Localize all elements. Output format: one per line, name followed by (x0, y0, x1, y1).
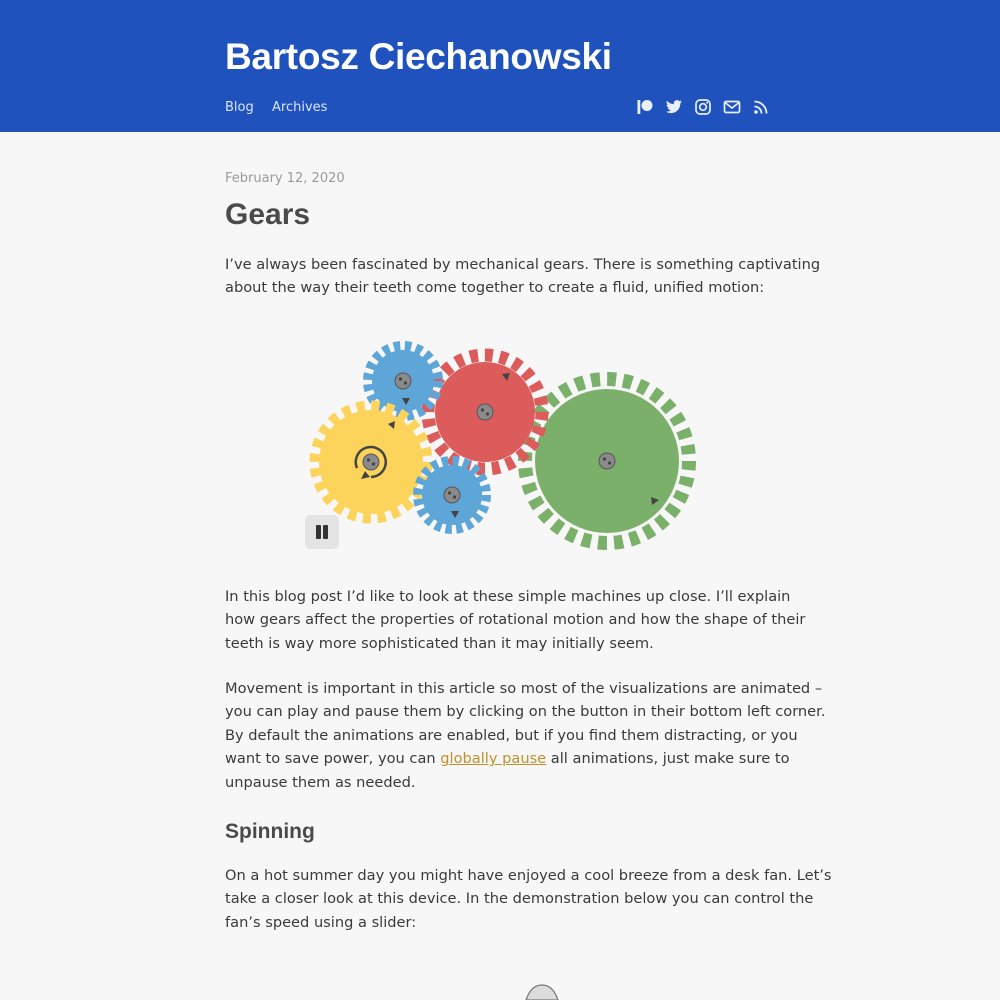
fan-demo-preview (520, 984, 564, 1000)
twitter-icon[interactable] (665, 98, 683, 116)
mail-icon[interactable] (723, 98, 741, 116)
pause-icon-bar (323, 525, 328, 539)
para2-line-1: In this blog post I’d like to look at these simple machines up close. I’ll explain (225, 588, 791, 605)
green-gear (525, 379, 689, 543)
para3-line-4-end: all animations, just make sure to (546, 750, 790, 768)
para2-line-3: teeth is way more sophisticated than it may initially seem. (225, 634, 654, 652)
blue-gear-bottom (418, 461, 486, 529)
globally-pause-link[interactable]: globally pause (440, 750, 547, 768)
pause-button[interactable] (305, 515, 339, 549)
para3-line-5: unpause them as needed. (225, 773, 416, 791)
para3-line-4-start: want to save power, you can (225, 750, 441, 768)
patreon-icon[interactable] (636, 98, 654, 116)
post-date: February 12, 2020 (225, 171, 345, 186)
paragraph-4 (225, 864, 832, 934)
para3-line-3: By default the animations are enabled, but if you find them distracting, or you (225, 726, 798, 744)
para4-line-3: fan’s speed using a slider: (225, 913, 417, 931)
yellow-gear (316, 407, 426, 517)
para3-line-4 (225, 747, 790, 770)
site-title[interactable]: Bartosz Ciechanowski (225, 36, 612, 77)
nav-archives-link[interactable]: Archives (272, 100, 328, 115)
para4-line-2: take a closer look at this device. In the demonstration below you can control the (225, 890, 814, 908)
intro-line-1: I’ve always been fascinated by mechanical gears. There is something captivating (225, 256, 821, 273)
rss-icon[interactable] (752, 98, 770, 116)
para2-line-2: how gears affect the properties of rotational motion and how the shape of their (225, 611, 806, 629)
para3-line-1: Movement is important in this article so most of the visualizations are animated – (225, 680, 823, 697)
para4-line-1: On a hot summer day you might have enjoyed a cool breeze from a desk fan. Let’s (225, 867, 832, 884)
instagram-icon[interactable] (694, 98, 712, 116)
gears-animation (300, 330, 700, 560)
pause-icon (316, 525, 321, 539)
intro-line-2: about the way their teeth come together to create a fluid, unified motion: (225, 279, 765, 297)
paragraph-2 (225, 585, 806, 655)
section-heading-spinning: Spinning (225, 820, 315, 843)
nav-blog-link[interactable]: Blog (225, 100, 254, 115)
para3-line-2: you can play and pause them by clicking on the button in their bottom left corner. (225, 703, 826, 721)
intro-paragraph (225, 253, 821, 300)
site-header (0, 0, 1000, 132)
paragraph-3 (225, 677, 826, 794)
post-title: Gears (225, 198, 311, 231)
